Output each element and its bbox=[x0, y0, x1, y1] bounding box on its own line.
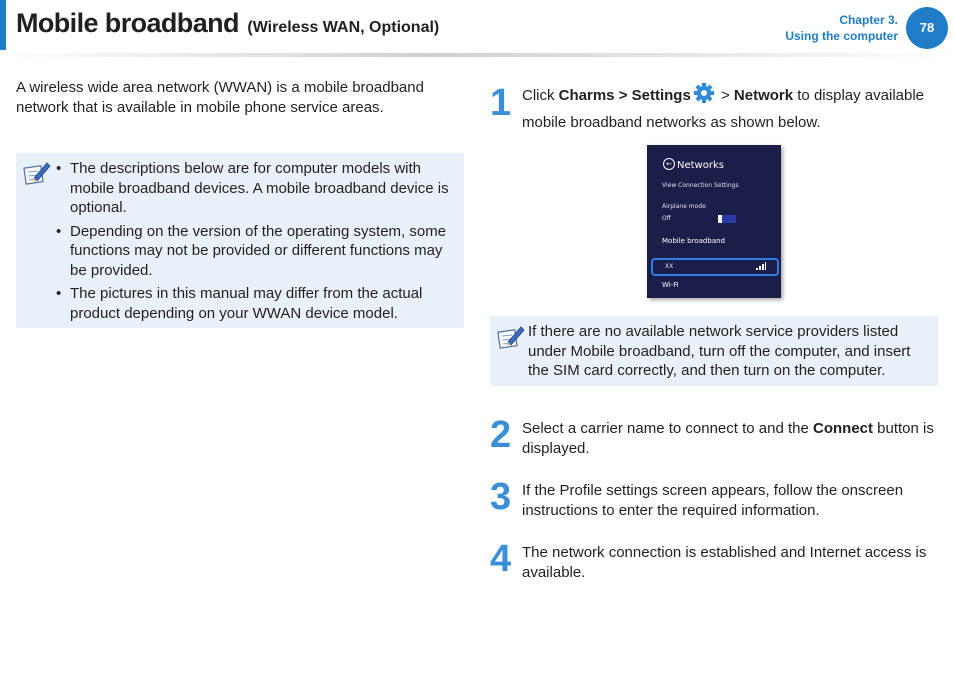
note-list bbox=[56, 159, 454, 327]
back-arrow-icon: ← bbox=[663, 158, 675, 170]
note-pencil-icon bbox=[496, 323, 526, 351]
view-connection-settings: View Connection Settings bbox=[662, 182, 739, 189]
step-number-1: 1 bbox=[490, 82, 512, 124]
chapter-label bbox=[785, 12, 898, 44]
note-item: • The descriptions below are for computer models with mobile broadband devices. A mobile broadband device is optional. bbox=[56, 160, 449, 216]
header-accent-bar bbox=[0, 0, 6, 50]
note-box-right bbox=[490, 316, 938, 386]
step-text-1: Click Charms > Settings > Network to display available mobile broadband networks as shown below. bbox=[522, 82, 937, 134]
chapter-number: Chapter 3. bbox=[839, 13, 898, 27]
page-title bbox=[16, 8, 439, 39]
note-item: • Depending on the version of the operating system, some functions may not be provided or different functions may be provided. bbox=[56, 222, 447, 279]
chapter-title: Using the computer bbox=[785, 29, 898, 43]
note-right-text: If there are no available network service providers listed under Mobile broadband, turn off the computer, and insert the SIM card correctly, and then turn on the computer. bbox=[528, 323, 911, 379]
settings-gear-icon bbox=[693, 82, 715, 111]
networks-panel-screenshot bbox=[647, 145, 781, 298]
step-number-2: 2 bbox=[490, 414, 512, 456]
title-subtitle: (Wireless WAN, Optional) bbox=[247, 19, 440, 36]
step-text-4: The network connection is established and Internet access is available. bbox=[522, 544, 927, 581]
signal-strength-icon bbox=[756, 262, 766, 270]
airplane-mode-label: Airplane mode bbox=[662, 203, 706, 210]
intro-paragraph: A wireless wide area network (WWAN) is a mobile broadband network that is available in mobile phone service areas. bbox=[16, 79, 424, 116]
note-box-left bbox=[16, 153, 464, 328]
note-pencil-icon bbox=[22, 159, 52, 187]
step-text-2: Select a carrier name to connect to and the Connect button is displayed. bbox=[522, 420, 934, 457]
page-number-badge: 78 bbox=[906, 7, 948, 49]
step-number-3: 3 bbox=[490, 476, 512, 518]
header-divider bbox=[0, 53, 954, 57]
step-number-4: 4 bbox=[490, 538, 512, 580]
carrier-name: XX bbox=[665, 263, 674, 270]
airplane-mode-toggle bbox=[718, 215, 736, 223]
step-text-3: If the Profile settings screen appears, follow the onscreen instructions to enter the required information. bbox=[522, 482, 904, 519]
title-main: Mobile broadband bbox=[16, 8, 239, 38]
networks-panel-title: Networks bbox=[677, 160, 724, 171]
note-item: • The pictures in this manual may differ from the actual product depending on your WWAN device model. bbox=[56, 285, 423, 322]
mobile-broadband-label: Mobile broadband bbox=[662, 237, 725, 245]
wifi-label: Wi-Fi bbox=[662, 281, 679, 289]
airplane-mode-state: Off bbox=[662, 215, 671, 222]
